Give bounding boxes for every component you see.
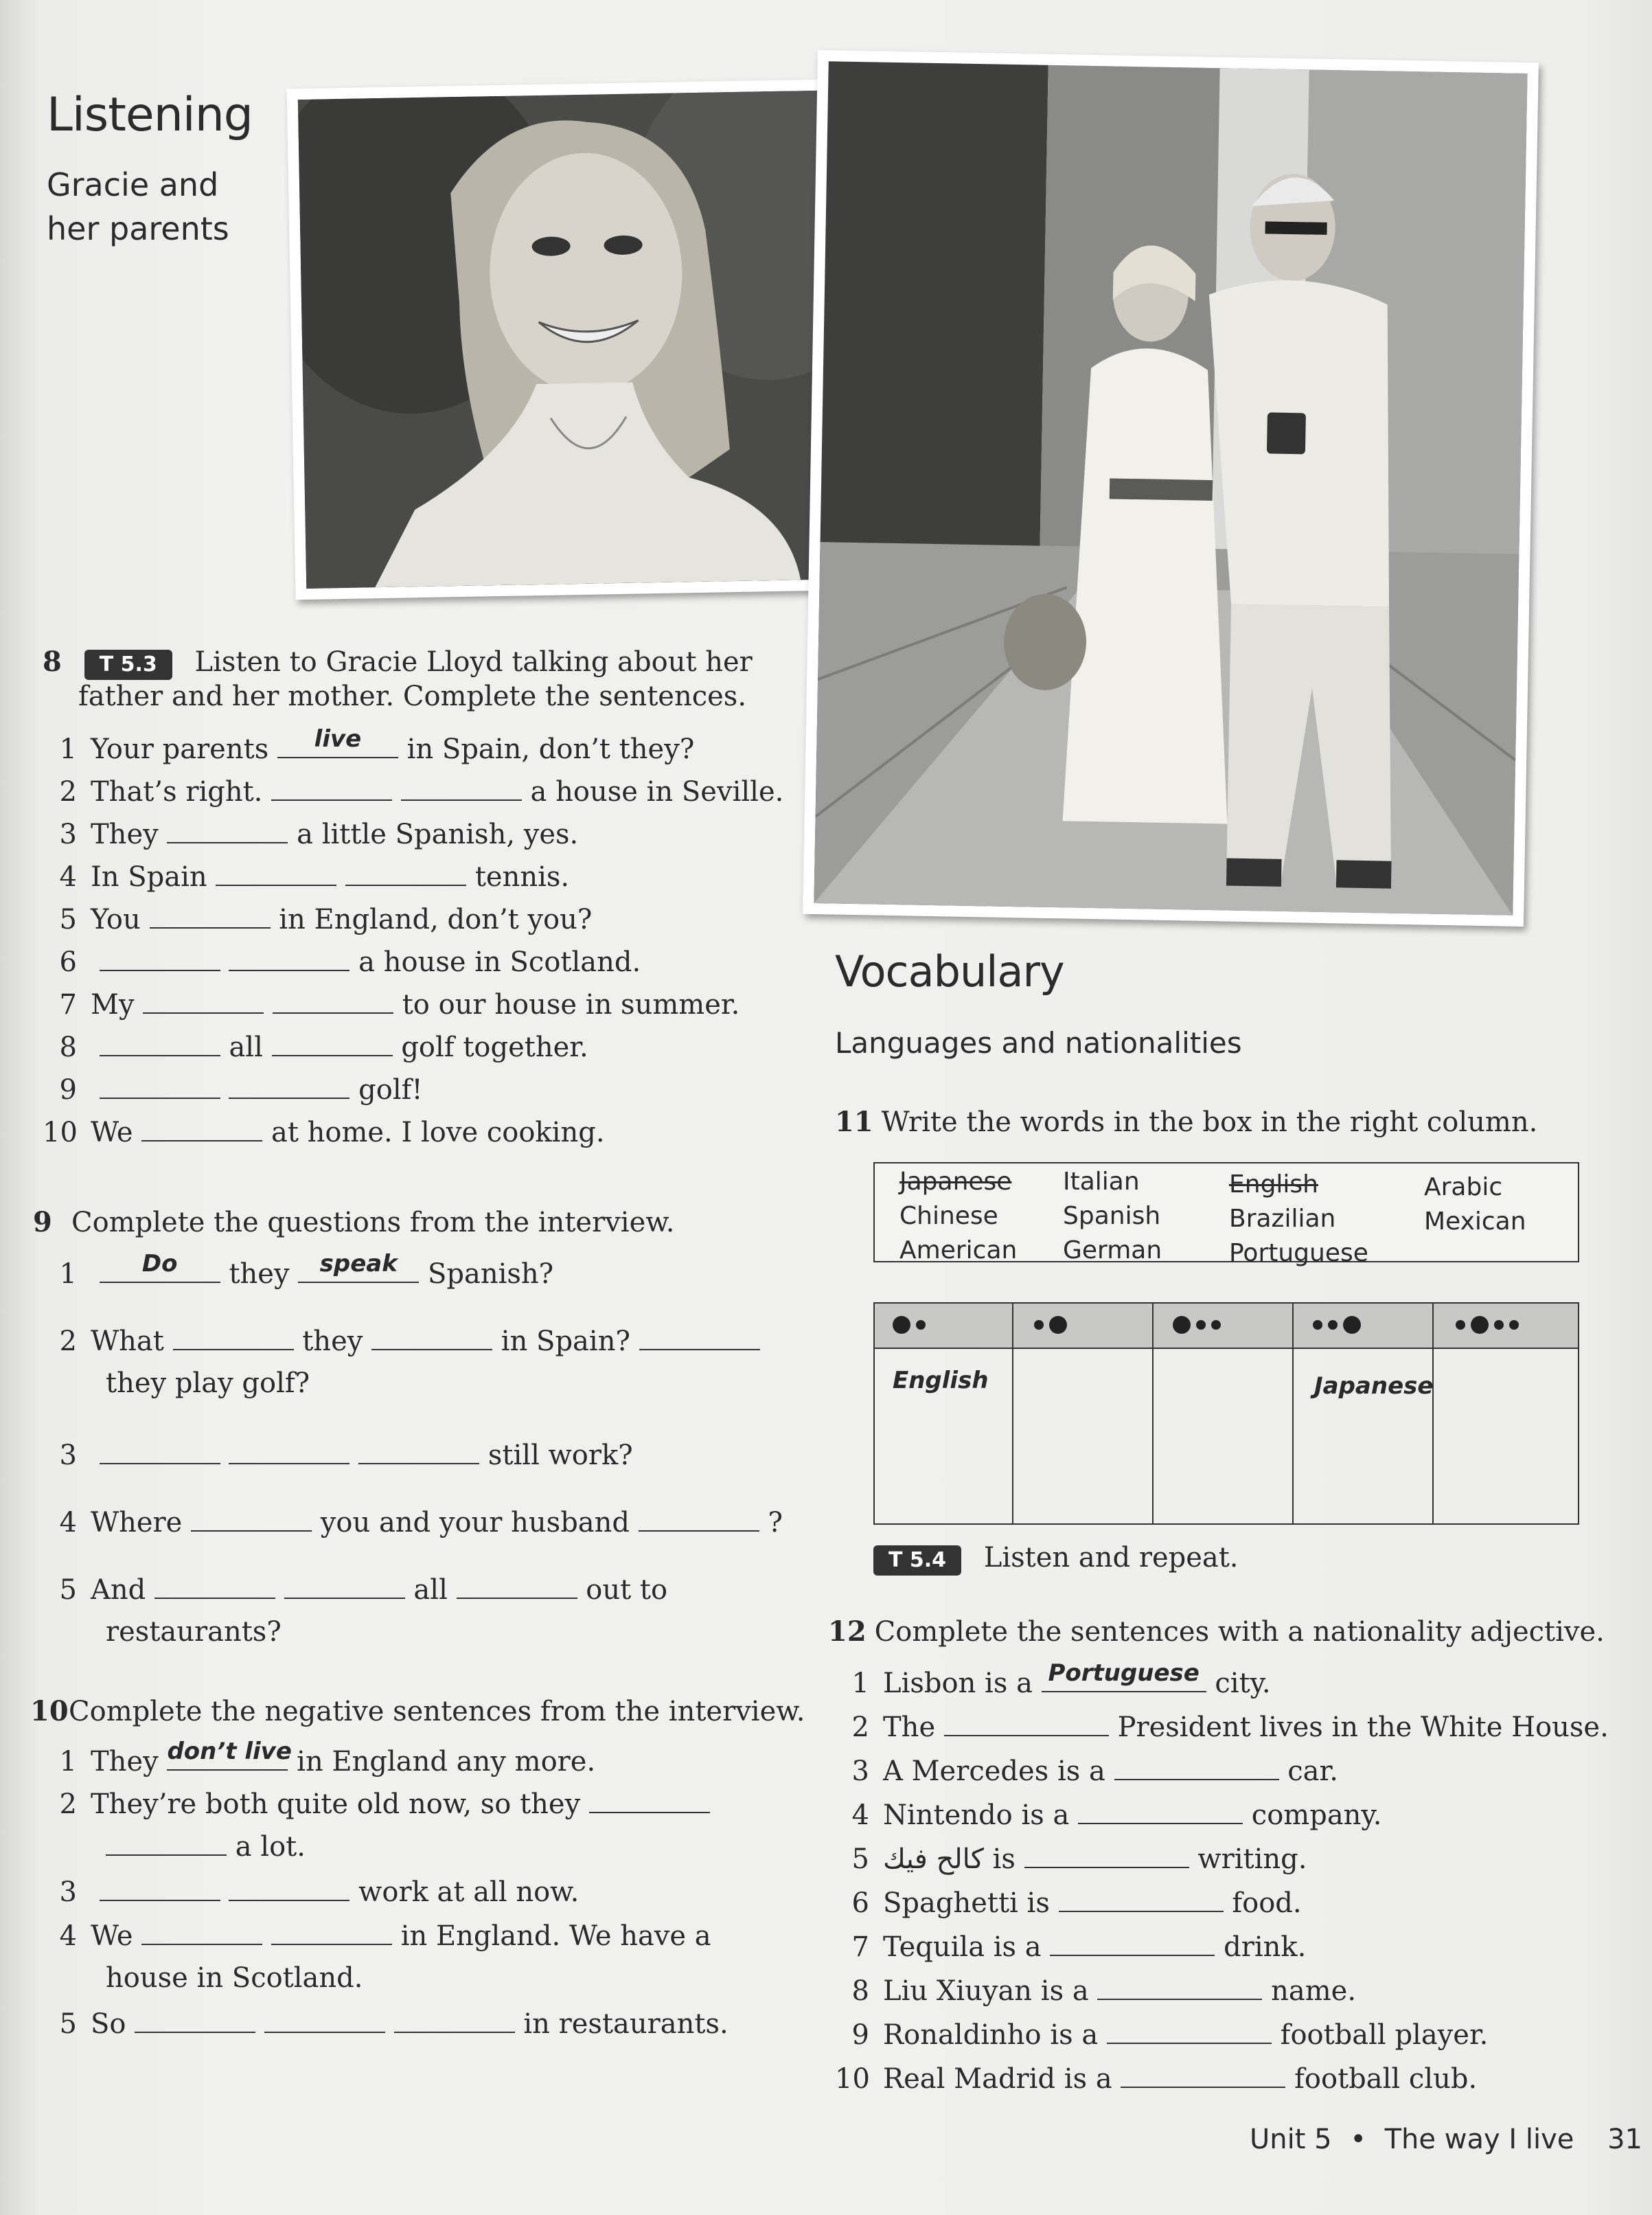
ex12-item: 7 Tequila is a drink. [851, 1931, 1307, 1963]
answer-blank[interactable] [394, 2007, 515, 2033]
answer-blank[interactable] [1114, 1754, 1279, 1780]
vocabulary-subheading: Languages and nationalities [835, 1026, 1242, 1060]
stress-column-5 [1432, 1304, 1576, 1523]
answer-blank[interactable] [272, 1030, 393, 1056]
vocabulary-heading: Vocabulary [835, 946, 1064, 997]
handwritten-answer: Portuguese [1048, 1659, 1200, 1687]
stress-column-3 [1152, 1304, 1294, 1523]
word-box-item: German [1063, 1236, 1162, 1264]
listening-heading: Listening [47, 88, 253, 142]
word-box [873, 1162, 1579, 1267]
stress-dot-small [1196, 1320, 1206, 1330]
answer-blank[interactable] [277, 725, 398, 758]
page-footer [1250, 2124, 1642, 2155]
ex9-items [43, 1250, 825, 1669]
page-number: 31 [1607, 2124, 1642, 2155]
word-box-item: American [899, 1236, 1018, 1264]
ex12-item: 4 Nintendo is a company. [851, 1799, 1382, 1831]
footer-unit: Unit 5 [1250, 2124, 1332, 2155]
answer-blank[interactable] [167, 1738, 292, 1771]
listening-subheading-1: Gracie and [47, 166, 219, 203]
ex10-instruction: 10Complete the negative sentences from the interview. [30, 1695, 805, 1727]
handwritten-answer: don’t live [167, 1738, 292, 1765]
ex8-item: 9 golf! [59, 1074, 423, 1106]
handwritten-answer: speak [319, 1250, 398, 1277]
ex8-track-badge[interactable]: T 5.3 [84, 650, 172, 680]
answer-blank[interactable] [141, 1919, 262, 1945]
stress-dot-large [1049, 1316, 1067, 1334]
answer-blank[interactable] [173, 1324, 294, 1350]
answer-blank[interactable] [271, 1919, 392, 1945]
ex8-item: 8 all golf together. [59, 1032, 588, 1063]
ex11-instruction: 11 Write the words in the box in the right column. [835, 1106, 1538, 1138]
stress-dot-large [893, 1316, 910, 1334]
word-box-item: English [1229, 1170, 1318, 1199]
word-box-item: Arabic [1424, 1173, 1503, 1201]
answer-blank[interactable] [271, 775, 392, 801]
stress-dot-large [1343, 1316, 1361, 1334]
ex12-item: 3 A Mercedes is a car. [851, 1756, 1338, 1787]
footer-title: The way I live [1384, 2124, 1574, 2155]
ex12-item: 6 Spaghetti is food. [851, 1887, 1302, 1919]
answer-blank[interactable] [229, 1438, 349, 1464]
answer-blank[interactable] [401, 775, 522, 801]
answer-blank[interactable] [1097, 1974, 1262, 2000]
ex8-item: 10 We at home. I love cooking. [43, 1117, 605, 1148]
answer-blank[interactable] [141, 1115, 262, 1141]
stress-dot-small [1328, 1320, 1338, 1330]
ex8-instruction-line1: Listen to Gracie Lloyd talking about her [194, 646, 753, 678]
ex9-item: 5 And all out to [59, 1574, 668, 1606]
answer-blank[interactable] [1042, 1659, 1206, 1692]
ex9-item: 4 Where you and your husband ? [59, 1507, 783, 1538]
handwritten-answer: Do [141, 1250, 178, 1277]
word-box-item: Spanish [1063, 1202, 1161, 1230]
word-box-item: Brazilian [1229, 1205, 1336, 1233]
ex8-instruction-line2: father and her mother. Complete the sentences. [78, 681, 747, 712]
answer-blank[interactable] [371, 1324, 492, 1350]
ex12-items [835, 1659, 1625, 2106]
answer-blank[interactable] [100, 1073, 220, 1099]
stress-dot-small [1509, 1320, 1519, 1330]
answer-blank[interactable] [106, 1830, 227, 1856]
ex10-item: 2 They’re both quite old now, so they [43, 1787, 710, 1821]
footer-bullet: • [1350, 2124, 1366, 2155]
answer-blank[interactable] [1078, 1798, 1243, 1824]
ex9-item-continued: restaurants? [106, 1616, 282, 1648]
stress-column-1 [875, 1304, 1013, 1523]
stress-column-4 [1292, 1304, 1434, 1523]
handwritten-answer: live [314, 725, 362, 753]
answer-blank[interactable] [358, 1438, 479, 1464]
ex12-item: 5 كالح فيك is writing. [851, 1843, 1307, 1875]
answer-blank[interactable] [191, 1506, 312, 1532]
parents-photo [803, 50, 1539, 927]
ex12-item: 10 Real Madrid is a football club. [835, 2063, 1478, 2095]
answer-blank[interactable] [284, 1573, 405, 1599]
ex12-item: 1 Lisbon is a Portuguese city. [835, 1666, 1271, 1700]
answer-blank[interactable] [457, 1573, 577, 1599]
parents-illustration [814, 61, 1527, 916]
ex9-instruction: 9 Complete the questions from the interview. [33, 1206, 675, 1238]
portrait-illustration [298, 90, 858, 589]
ex9-item: 3 still work? [59, 1440, 633, 1471]
word-box-item: Chinese [899, 1202, 998, 1230]
ex10-items [43, 1738, 825, 2060]
handwritten-answer: Japanese [1314, 1372, 1434, 1400]
answer-blank[interactable] [1024, 1842, 1189, 1868]
ex12-item: 9 Ronaldinho is a football player. [851, 2019, 1489, 2051]
ex9-item-continued: they play golf? [106, 1367, 310, 1399]
answer-blank[interactable] [639, 1324, 760, 1350]
answer-blank[interactable] [229, 945, 349, 971]
answer-blank[interactable] [1050, 1930, 1215, 1956]
stress-dot-small [1494, 1320, 1504, 1330]
ex11-track-badge[interactable]: T 5.4 [873, 1545, 961, 1576]
ex12-item: 2 The President lives in the White House. [851, 1712, 1609, 1743]
answer-blank[interactable] [264, 2007, 385, 2033]
answer-blank[interactable] [100, 1030, 220, 1056]
ex8-item: 6 a house in Scotland. [59, 946, 641, 978]
ex10-item: 1 They don’t live in England any more. [43, 1745, 595, 1778]
listening-subheading-2: her parents [47, 210, 229, 247]
ex8-item: 7 My to our house in summer. [59, 989, 740, 1021]
ex12-instruction: 12 Complete the sentences with a nationality adjective. [828, 1615, 1605, 1648]
answer-blank[interactable] [100, 1438, 220, 1464]
answer-blank[interactable] [1107, 2018, 1272, 2044]
answer-blank[interactable] [273, 988, 393, 1014]
stress-table [873, 1302, 1579, 1525]
answer-blank[interactable] [589, 1787, 710, 1813]
stress-column-2 [1012, 1304, 1154, 1523]
ex9-item: 1 Do they speak Spanish? [43, 1257, 553, 1291]
ex9-item: 2 What they in Spain? [43, 1324, 760, 1358]
answer-blank[interactable] [167, 817, 288, 843]
stress-dot-small [1313, 1320, 1322, 1330]
ex10-item: 3 work at all now. [59, 1876, 580, 1908]
answer-blank[interactable] [100, 945, 220, 971]
answer-blank[interactable] [229, 1875, 349, 1901]
ex8-item: 5 You in England, don’t you? [59, 904, 593, 935]
ex10-item: 5 So in restaurants. [59, 2008, 729, 2040]
answer-blank[interactable] [944, 1710, 1109, 1736]
word-box-item: Italian [1063, 1168, 1140, 1196]
answer-blank[interactable] [229, 1073, 349, 1099]
answer-blank[interactable] [298, 1250, 419, 1283]
word-box-item: Japanese [899, 1168, 1012, 1196]
answer-blank[interactable] [100, 1250, 220, 1283]
stress-dot-small [916, 1320, 926, 1330]
ex11-listen-repeat: T 5.4 Listen and repeat. [873, 1541, 1239, 1576]
answer-blank[interactable] [1121, 2062, 1285, 2088]
stress-dot-large [1173, 1316, 1191, 1334]
stress-dot-small [1456, 1320, 1465, 1330]
ex8-instruction [43, 646, 825, 713]
gracie-photo [287, 79, 870, 600]
ex10-item: 4 We in England. We have a [59, 1920, 711, 1952]
handwritten-answer: English [893, 1367, 989, 1394]
answer-blank[interactable] [216, 860, 336, 886]
stress-dot-large [1471, 1316, 1489, 1334]
ex10-item-continued: house in Scotland. [106, 1962, 363, 1994]
ex10-item-continued: a lot. [106, 1830, 306, 1863]
stress-dot-small [1034, 1320, 1044, 1330]
answer-blank[interactable] [143, 988, 264, 1014]
stress-dot-small [1211, 1320, 1221, 1330]
ex12-item: 8 Liu Xiuyan is a name. [851, 1975, 1357, 2007]
answer-blank[interactable] [1059, 1886, 1224, 1912]
ex8-item: 1 Your parents live in Spain, don’t they? [43, 732, 694, 766]
ex8-item: 3 They a little Spanish, yes. [59, 819, 579, 850]
answer-blank[interactable] [150, 902, 271, 929]
ex8-item: 4 In Spain tennis. [59, 861, 570, 893]
word-box-item: Portuguese [1229, 1239, 1368, 1267]
answer-blank[interactable] [135, 2007, 255, 2033]
ex8-item: 2 That’s right. a house in Seville. [59, 776, 784, 808]
answer-blank[interactable] [100, 1875, 220, 1901]
answer-blank[interactable] [639, 1506, 759, 1532]
ex8-number: 8 [43, 646, 62, 678]
word-box-item: Mexican [1424, 1207, 1526, 1236]
answer-blank[interactable] [154, 1573, 275, 1599]
answer-blank[interactable] [345, 860, 466, 886]
